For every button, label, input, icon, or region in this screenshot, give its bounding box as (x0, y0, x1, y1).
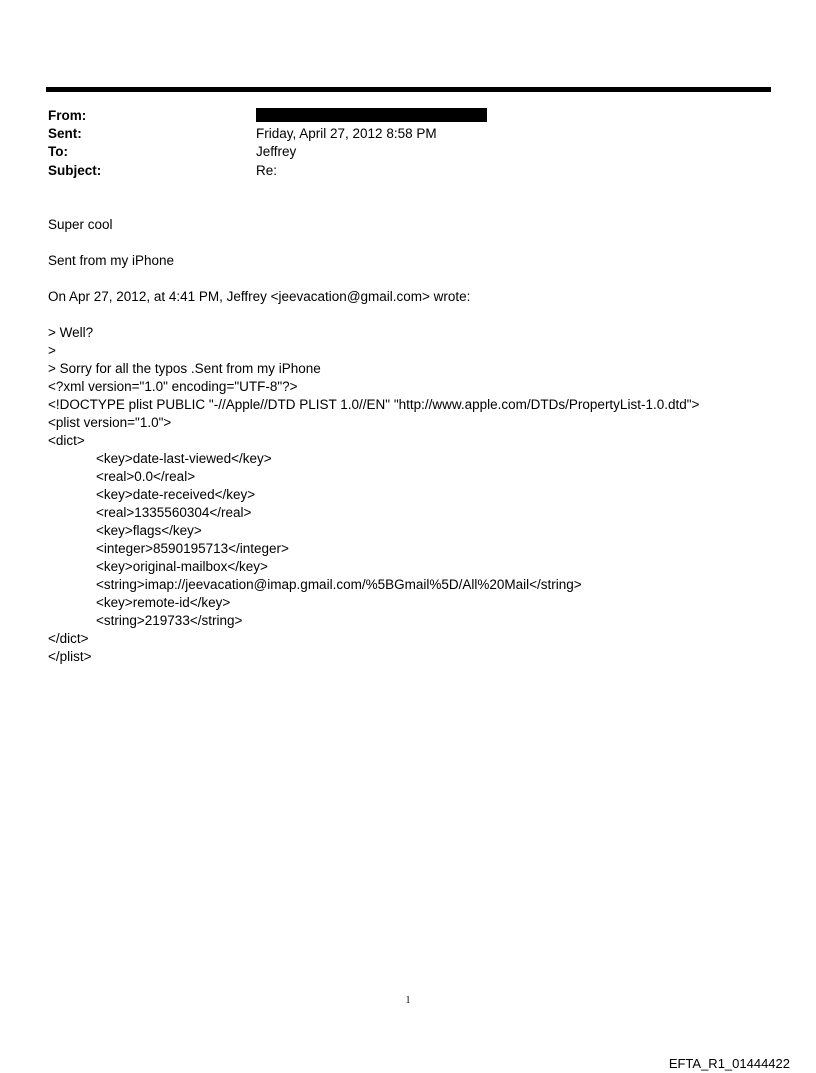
sent-row (48, 125, 437, 143)
closing-line: </dict> (48, 631, 89, 646)
dict-line: <key>remote-id</key> (96, 595, 231, 610)
dict-line: <real>0.0</real> (96, 469, 196, 484)
subject-value: Re: (256, 162, 278, 178)
dict-line: <key>original-mailbox</key> (96, 559, 268, 574)
signature-text: Sent from my iPhone (48, 253, 175, 268)
quoted-line: > Sorry for all the typos .Sent from my iPhone (48, 361, 321, 376)
to-value: Jeffrey (256, 144, 297, 160)
bates-number: EFTA_R1_01444422 (668, 1056, 790, 1071)
dict-line: <key>date-received</key> (96, 487, 256, 502)
to-label: To: (48, 144, 68, 160)
xml-line: <?xml version="1.0" encoding="UTF-8"?> (48, 379, 298, 394)
email-body (48, 216, 788, 666)
dict-line: <string>imap://jeevacation@imap.gmail.com/%5BGmail%5D/All%20Mail</string> (96, 577, 582, 592)
redaction-bar (256, 108, 487, 122)
to-row (48, 143, 437, 161)
dict-line: <real>1335560304</real> (96, 505, 252, 520)
page-number: 1 (405, 995, 411, 1006)
quoted-line: > Well? (48, 325, 94, 340)
dict-line: <integer>8590195713</integer> (96, 541, 289, 556)
xml-line: <!DOCTYPE plist PUBLIC "-//Apple//DTD PLIST 1.0//EN" "http://www.apple.com/DTDs/PropertyList-1.0.dtd"> (48, 397, 700, 412)
quote-intro: On Apr 27, 2012, at 4:41 PM, Jeffrey <jeevacation@gmail.com> wrote: (48, 289, 471, 304)
dict-line: <string>219733</string> (96, 613, 243, 628)
sent-value: Friday, April 27, 2012 8:58 PM (256, 126, 437, 142)
subject-label: Subject: (48, 162, 102, 178)
reply-text: Super cool (48, 217, 113, 232)
from-label: From: (48, 108, 87, 123)
xml-line: <dict> (48, 433, 85, 448)
quoted-line: > (48, 343, 56, 358)
header-rule (46, 87, 771, 92)
email-header (48, 107, 437, 180)
subject-row (48, 162, 437, 180)
xml-line: <plist version="1.0"> (48, 415, 172, 430)
sent-label: Sent: (48, 126, 82, 142)
closing-line: </plist> (48, 649, 92, 664)
dict-line: <key>date-last-viewed</key> (96, 451, 272, 466)
from-row (48, 107, 437, 125)
dict-line: <key>flags</key> (96, 523, 202, 538)
